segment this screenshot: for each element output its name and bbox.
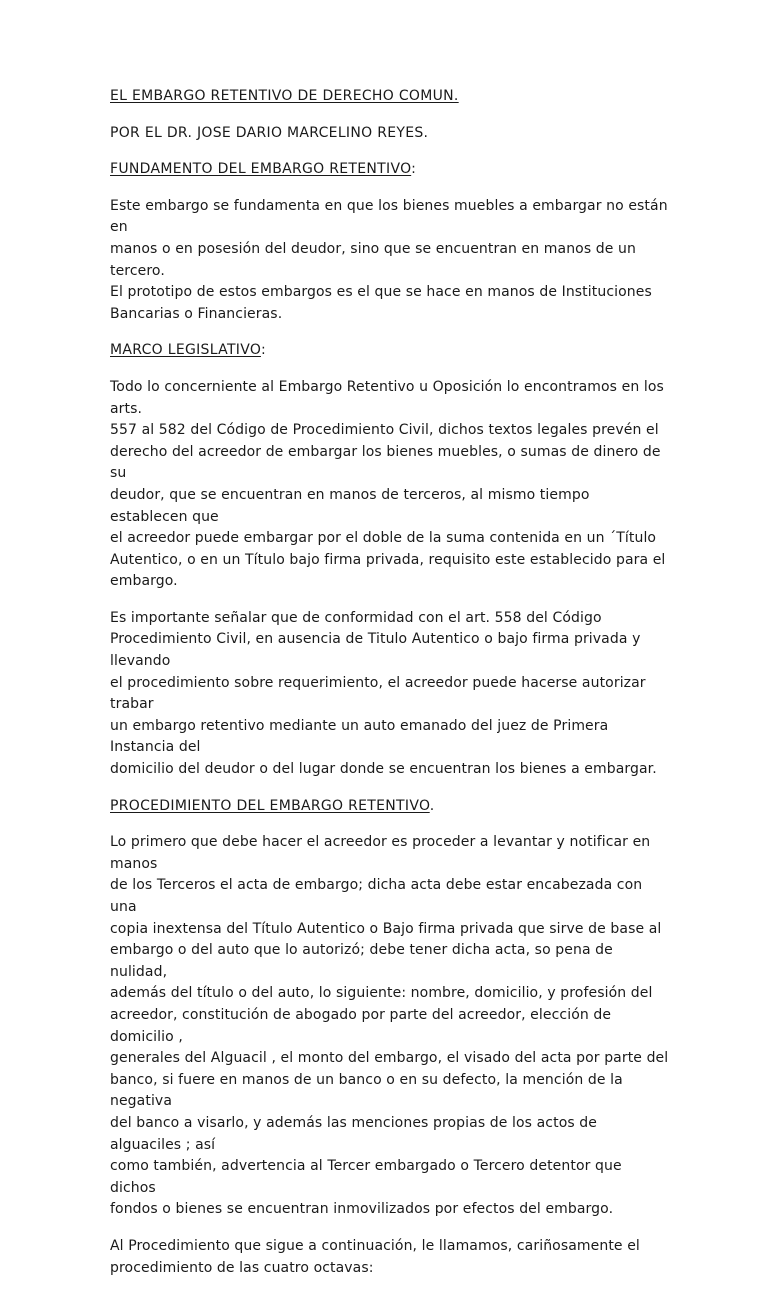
document-title-text: EL EMBARGO RETENTIVO DE DERECHO COMUN. [110, 88, 459, 104]
document-author [110, 123, 670, 145]
document-author-text: POR EL DR. JOSE DARIO MARCELINO REYES. [110, 124, 429, 141]
section-heading-suffix: : [260, 342, 266, 359]
section-heading-marco-legislativo [110, 340, 670, 362]
paragraph-procedimiento-2: Al Procedimiento que sigue a continuación, le llamamos, cariñosamente el procedimiento de las cuatro octavas: [110, 1237, 640, 1276]
paragraph-marco-legislativo-2: Es importante señalar que de conformidad con el art. 558 del Código Procedimiento Civil, en ausencia de Titulo Autentico o bajo firma privada y llevando el procedimiento sobre requerimiento, el acreedor puede hacerse autorizar trabar un embargo retentivo mediante un auto emanado del juez de Primera Instancia del domicilio del deudor o del lugar donde se encuentran los bienes a embargar. [110, 609, 657, 778]
section-heading-text: MARCO LEGISLATIVO [110, 342, 261, 359]
document-title [110, 86, 670, 108]
section-heading-suffix: : [411, 161, 417, 178]
section-heading-procedimiento [110, 796, 670, 818]
section-heading-suffix: . [429, 797, 435, 814]
paragraph-marco-legislativo-1: Todo lo concerniente al Embargo Retentivo u Oposición lo encontramos en los arts. 557 al 582 del Código de Procedimiento Civil, dichos textos legales prevén el derecho del acreedor de embargar los bienes muebles, o sumas de dinero de su deudor, que se encuentran en manos de terceros, al mismo tiempo establecen que el acreedor puede embargar por el doble de la suma contenida en un ´Título Autentico, o en un Título bajo firma privada, requisito este establecido para el embargo. [110, 378, 666, 590]
paragraph-fundamento: Este embargo se fundamenta en que los bienes muebles a embargar no están en manos o en posesión del deudor, sino que se encuentran en manos de un tercero. El prototipo de estos embargos es el que se hace en manos de Instituciones Bancarias o Financieras. [110, 197, 668, 322]
section-heading-text: FUNDAMENTO DEL EMBARGO RETENTIVO [110, 161, 412, 178]
section-heading-text: PROCEDIMIENTO DEL EMBARGO RETENTIVO [110, 797, 430, 814]
section-heading-fundamento [110, 159, 670, 181]
paragraph-procedimiento-1: Lo primero que debe hacer el acreedor es proceder a levantar y notificar en manos de los Terceros el acta de embargo; dicha acta debe estar encabezada con una copia inextensa del Título Autentico o Bajo firma privada que sirve de base al embargo o del auto que lo autorizó; debe tener dicha acta, so pena de nulidad, además del título o del auto, lo siguiente: nombre, domicilio, y profesión del acreedor, constitución de abogado por parte del acreedor, elección de domicilio , generales del Alguacil , el monto del embargo, el visado del acta por parte del banco, si fuere en manos de un banco o en su defecto, la mención de la negativa del banco a visarlo, y además las menciones propias de los actos de alguaciles ; así como también, advertencia al Tercer embargado o Tercero detentor que dichos fondos o bienes se encuentran inmovilizados por efectos del embargo. [110, 834, 669, 1218]
document-page [110, 86, 670, 1294]
